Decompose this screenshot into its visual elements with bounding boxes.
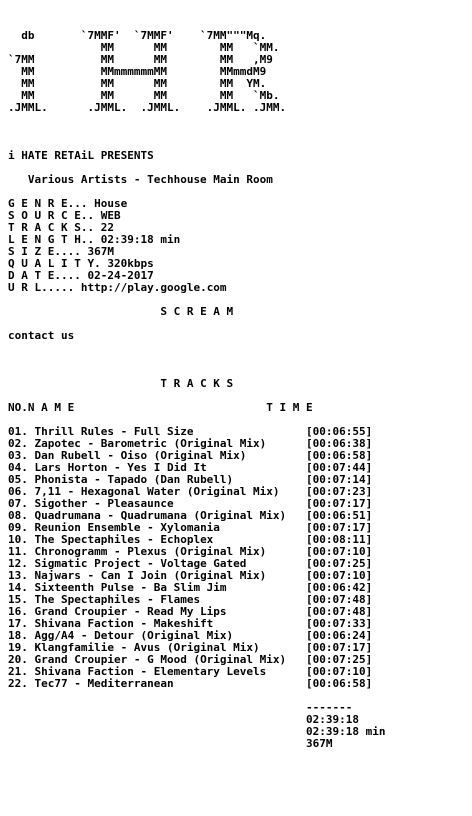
track-number: 16. bbox=[8, 605, 28, 618]
info-value: WEB bbox=[100, 209, 121, 222]
track-name: Dan Rubell - Oiso (Original Mix) bbox=[34, 449, 247, 462]
track-name: Agg/A4 - Detour (Original Mix) bbox=[34, 629, 234, 642]
info-label: U R L..... bbox=[8, 281, 75, 294]
track-number: 10. bbox=[8, 533, 28, 546]
track-name: Lars Horton - Yes I Did It bbox=[34, 461, 207, 474]
track-time: [00:07:25] bbox=[306, 557, 373, 570]
track-number: 18. bbox=[8, 629, 28, 642]
info-value: 320kbps bbox=[107, 257, 154, 270]
track-number: 17. bbox=[8, 617, 28, 630]
track-time: [00:06:24] bbox=[306, 629, 373, 642]
column-no: NO. bbox=[8, 401, 28, 414]
track-name: Reunion Ensemble - Xylomania bbox=[34, 521, 220, 534]
track-number: 09. bbox=[8, 521, 28, 534]
scream-heading: S C R E A M bbox=[160, 305, 234, 318]
info-url bbox=[8, 281, 227, 294]
info-label: S I Z E.... bbox=[8, 245, 81, 258]
info-value: 02-24-2017 bbox=[87, 269, 154, 282]
total-size: 367M bbox=[306, 737, 333, 750]
track-name: 7,11 - Hexagonal Water (Original Mix) bbox=[34, 485, 280, 498]
track-name: Klangfamilie - Avus (Original Mix) bbox=[34, 641, 260, 654]
release-title: Various Artists - Techhouse Main Room bbox=[27, 173, 273, 186]
track-name: The Spectaphiles - Flames bbox=[34, 593, 201, 606]
contact-link[interactable]: contact us bbox=[8, 329, 75, 342]
info-value: 02:39:18 min bbox=[100, 233, 181, 246]
logo-line: MM MM MM MM `Mb. bbox=[8, 89, 280, 102]
track-number: 04. bbox=[8, 461, 28, 474]
track-number: 12. bbox=[8, 557, 28, 570]
totals-separator: ------- bbox=[306, 701, 353, 714]
track-time: [00:07:44] bbox=[306, 461, 373, 474]
track-time: [00:06:58] bbox=[306, 449, 373, 462]
logo-ascii-art bbox=[8, 29, 286, 114]
url-link[interactable]: http://play.google.com bbox=[80, 281, 227, 294]
track-time: [00:07:48] bbox=[306, 605, 373, 618]
track-time: [00:07:48] bbox=[306, 593, 373, 606]
tracks-heading: T R A C K S bbox=[160, 377, 234, 390]
info-label: T R A C K S.. bbox=[8, 221, 95, 234]
track-name: Shivana Faction - Makeshift bbox=[34, 617, 214, 630]
logo-line: MM MMmmmmmmMM MMmmdM9 bbox=[8, 65, 267, 78]
info-value: 367M bbox=[87, 245, 114, 258]
logo-line: MM MM MM `MM. bbox=[8, 41, 280, 54]
track-name: Shivana Faction - Elementary Levels bbox=[34, 665, 267, 678]
track-number: 06. bbox=[8, 485, 28, 498]
track-list bbox=[8, 425, 372, 690]
track-number: 15. bbox=[8, 593, 28, 606]
track-name: Chronogramm - Plexus (Original Mix) bbox=[34, 545, 267, 558]
column-time: T I M E bbox=[266, 401, 313, 414]
info-label: D A T E.... bbox=[8, 269, 81, 282]
track-number: 22. bbox=[8, 677, 28, 690]
info-label: G E N R E... bbox=[8, 197, 88, 210]
track-time: [00:07:23] bbox=[306, 485, 373, 498]
presenter-line: i HATE RETAiL PRESENTS bbox=[8, 149, 154, 162]
column-name: N A M E bbox=[27, 401, 75, 414]
track-time: [00:07:10] bbox=[306, 545, 373, 558]
track-time: [00:07:17] bbox=[306, 521, 373, 534]
track-number: 03. bbox=[8, 449, 28, 462]
track-time: [00:06:55] bbox=[306, 425, 373, 438]
track-row bbox=[8, 677, 372, 690]
track-time: [00:07:14] bbox=[306, 473, 373, 486]
track-time: [00:07:17] bbox=[306, 641, 373, 654]
track-name: Najwars - Can I Join (Original Mix) bbox=[34, 569, 267, 582]
track-name: Thrill Rules - Full Size bbox=[34, 425, 194, 438]
track-number: 02. bbox=[8, 437, 28, 450]
total-length: 02:39:18 min bbox=[306, 725, 386, 738]
track-time: [00:06:58] bbox=[306, 677, 373, 690]
track-name: Sigother - Pleasaunce bbox=[34, 497, 174, 510]
track-time: [00:06:51] bbox=[306, 509, 373, 522]
track-number: 08. bbox=[8, 509, 28, 522]
info-label: Q U A L I T Y. bbox=[8, 257, 101, 270]
track-number: 11. bbox=[8, 545, 28, 558]
track-number: 14. bbox=[8, 581, 28, 594]
track-time: [00:08:11] bbox=[306, 533, 373, 546]
track-time: [00:07:17] bbox=[306, 497, 373, 510]
track-number: 20. bbox=[8, 653, 28, 666]
track-name: Phonista - Tapado (Dan Rubell) bbox=[34, 473, 234, 486]
track-number: 19. bbox=[8, 641, 28, 654]
track-name: Zapotec - Barometric (Original Mix) bbox=[34, 437, 267, 450]
info-value: 22 bbox=[100, 221, 114, 234]
track-number: 13. bbox=[8, 569, 28, 582]
logo-line: MM MM MM MM YM. bbox=[8, 77, 267, 90]
track-number: 07. bbox=[8, 497, 28, 510]
track-name: Tec77 - Mediterranean bbox=[34, 677, 174, 690]
track-name: Sixteenth Pulse - Ba Slim Jim bbox=[34, 581, 227, 594]
track-time: [00:06:38] bbox=[306, 437, 373, 450]
track-time: [00:07:10] bbox=[306, 569, 373, 582]
track-number: 21. bbox=[8, 665, 28, 678]
track-number: 05. bbox=[8, 473, 28, 486]
info-label: L E N G T H.. bbox=[8, 233, 95, 246]
track-time: [00:07:10] bbox=[306, 665, 373, 678]
nfo-document bbox=[8, 30, 386, 750]
track-name: Sigmatic Project - Voltage Gated bbox=[34, 557, 247, 570]
track-name: Grand Croupier - G Mood (Original Mix) bbox=[34, 653, 287, 666]
track-name: Quadrumana - Quadrumana (Original Mix) bbox=[34, 509, 287, 522]
track-time: [00:06:42] bbox=[306, 581, 373, 594]
info-value: House bbox=[94, 197, 128, 210]
total-time: 02:39:18 bbox=[306, 713, 359, 726]
track-name: Grand Croupier - Read My Lips bbox=[34, 605, 227, 618]
logo-line: .JMML. .JMML. .JMML. .JMML. .JMM. bbox=[8, 101, 287, 114]
track-name: The Spectaphiles - Echoplex bbox=[34, 533, 214, 546]
info-label: S O U R C E.. bbox=[8, 209, 95, 222]
logo-line: `7MM MM MM MM ,M9 bbox=[8, 53, 273, 66]
logo-line: db `7MMF' `7MMF' `7MM"""Mq. bbox=[8, 29, 267, 42]
track-time: [00:07:33] bbox=[306, 617, 373, 630]
track-number: 01. bbox=[8, 425, 28, 438]
track-time: [00:07:25] bbox=[306, 653, 373, 666]
